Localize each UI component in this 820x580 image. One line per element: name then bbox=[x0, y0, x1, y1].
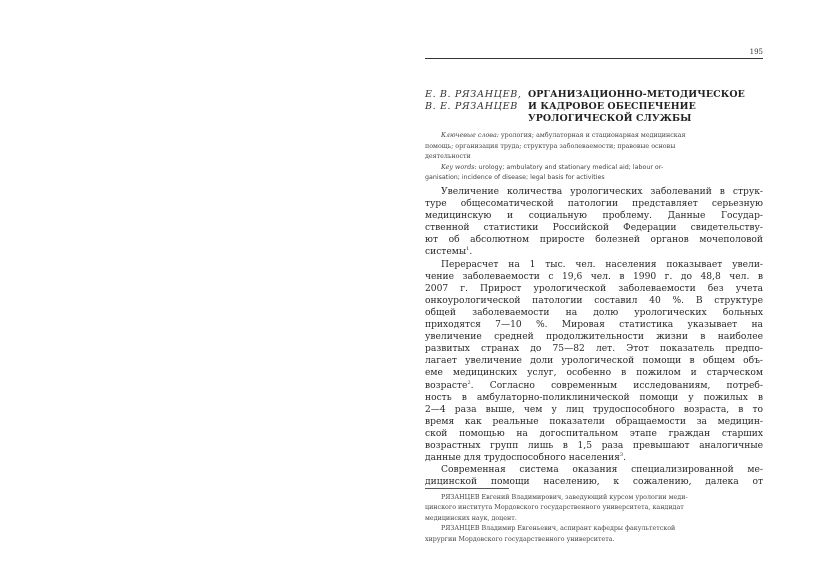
keywords-en-line: ganisation; incidence of disease; legal basis for activities bbox=[425, 174, 605, 182]
body-line: увеличение средней продолжительности жизни в наиболее bbox=[425, 332, 763, 343]
body-line: онкоурологической патологии составил 40 %. В структуре bbox=[425, 295, 763, 306]
footnote-ref: 2 bbox=[467, 379, 471, 386]
body-line: лагает увеличение доли урологической помощи в общем объ- bbox=[425, 356, 763, 367]
footnote-ref: 3 bbox=[619, 452, 624, 459]
footnote-line: РЯЗАНЦЕВ Владимир Евгеньевич, аспирант кафедры факультетской bbox=[441, 525, 676, 533]
body-line: еме медицинских услуг, особенно в пожилом и старческом bbox=[425, 368, 763, 379]
keywords-ru-line: помощь; организация труда; структура заболеваемости; правовые основы bbox=[425, 142, 676, 150]
keywords-en-label: Key words: bbox=[441, 163, 477, 171]
body-line: дицинской помощи населению, к сожалению, далека от bbox=[425, 477, 763, 488]
body-line: ют об абсолютном приросте болезней органов мочеполовой bbox=[425, 235, 763, 246]
body-line: чение заболеваемости с 19,6 чел. в 1990 г. до 48,8 чел. в bbox=[425, 271, 763, 282]
footnote-line: медицинских наук, доцент. bbox=[425, 514, 517, 522]
body-line: Перерасчет на 1 тыс. чел. населения показывает увели- bbox=[441, 259, 763, 270]
body-line: 2—4 раза выше, чем у лиц трудоспособного возраста, в то bbox=[425, 404, 763, 415]
footnote-line: хирургии Мордовского государственного университета. bbox=[425, 535, 615, 543]
body-line: системы$^1$. bbox=[425, 246, 473, 258]
footnote-ref: 1 bbox=[466, 246, 470, 253]
keywords-ru-line: деятельности bbox=[425, 153, 471, 161]
keywords-en-line: Key words: urology; ambulatory and stationary medical aid; labour or- bbox=[441, 163, 664, 171]
body-line: медицинскую и социальную проблему. Данные Государ- bbox=[425, 211, 763, 222]
author-2: В. Е. РЯЗАНЦЕВ bbox=[425, 101, 518, 112]
body-line: время как реальные показатели обращаемости за медицин- bbox=[425, 416, 763, 427]
body-line: возрасте$^2$. Согласно современным исследованиям, потреб- bbox=[425, 379, 763, 391]
article-authors bbox=[425, 89, 525, 113]
footnote-line: цинского института Мордовского государственного университета, кандидат bbox=[425, 504, 684, 512]
body-line: 2007 г. Прирост урологической заболеваемости без учета bbox=[425, 283, 763, 294]
page-number: 195 bbox=[749, 48, 763, 56]
keywords-block bbox=[425, 131, 763, 184]
body-line: общей заболеваемости на долю урологических больных bbox=[425, 307, 763, 318]
article-title bbox=[528, 89, 768, 125]
body-line: Увеличение количества урологических заболеваний в струк- bbox=[441, 187, 763, 197]
body-line: приходятся 7—10 %. Мировая статистика указывает на bbox=[425, 320, 763, 331]
header-rule bbox=[425, 58, 763, 59]
body-line: развитых странах до 75—82 лет. Этот показатель предпо- bbox=[425, 344, 763, 355]
body-line: возрастных групп лишь в 1,5 раза превышают аналогичные bbox=[425, 440, 763, 451]
footnote-line: РЯЗАНЦЕВ Евгений Владимирович, заведующий курсом урологии меди- bbox=[441, 494, 688, 501]
body-line: ской помощью на догоспитальном этапе граждан старших bbox=[425, 428, 763, 439]
body-line: ность в амбулаторно-поликлинической помощи у пожилых в bbox=[425, 392, 763, 403]
footnote-rule bbox=[425, 488, 509, 489]
body-line: туре общесоматической патологии представляет серьезную bbox=[425, 199, 763, 210]
body-line: ственной статистики Российской Федерации свидетельству- bbox=[425, 223, 763, 234]
footnotes bbox=[425, 493, 763, 545]
title-line: УРОЛОГИЧЕСКОЙ СЛУЖБЫ bbox=[528, 113, 692, 124]
article-body bbox=[425, 186, 763, 488]
keywords-ru-line: Ключевые слова: урология; амбулаторная и стационарная медицинская bbox=[441, 132, 686, 139]
keywords-ru-label: Ключевые слова: bbox=[441, 132, 499, 139]
body-line: Современная система оказания специализированной ме- bbox=[441, 465, 763, 476]
body-line: данные для трудоспособного населения$^3$. bbox=[425, 452, 627, 464]
title-line: ОРГАНИЗАЦИОННО-МЕТОДИЧЕСКОЕ bbox=[528, 89, 745, 100]
author-1: Е. В. РЯЗАНЦЕВ, bbox=[425, 89, 522, 100]
title-line: И КАДРОВОЕ ОБЕСПЕЧЕНИЕ bbox=[528, 101, 696, 112]
